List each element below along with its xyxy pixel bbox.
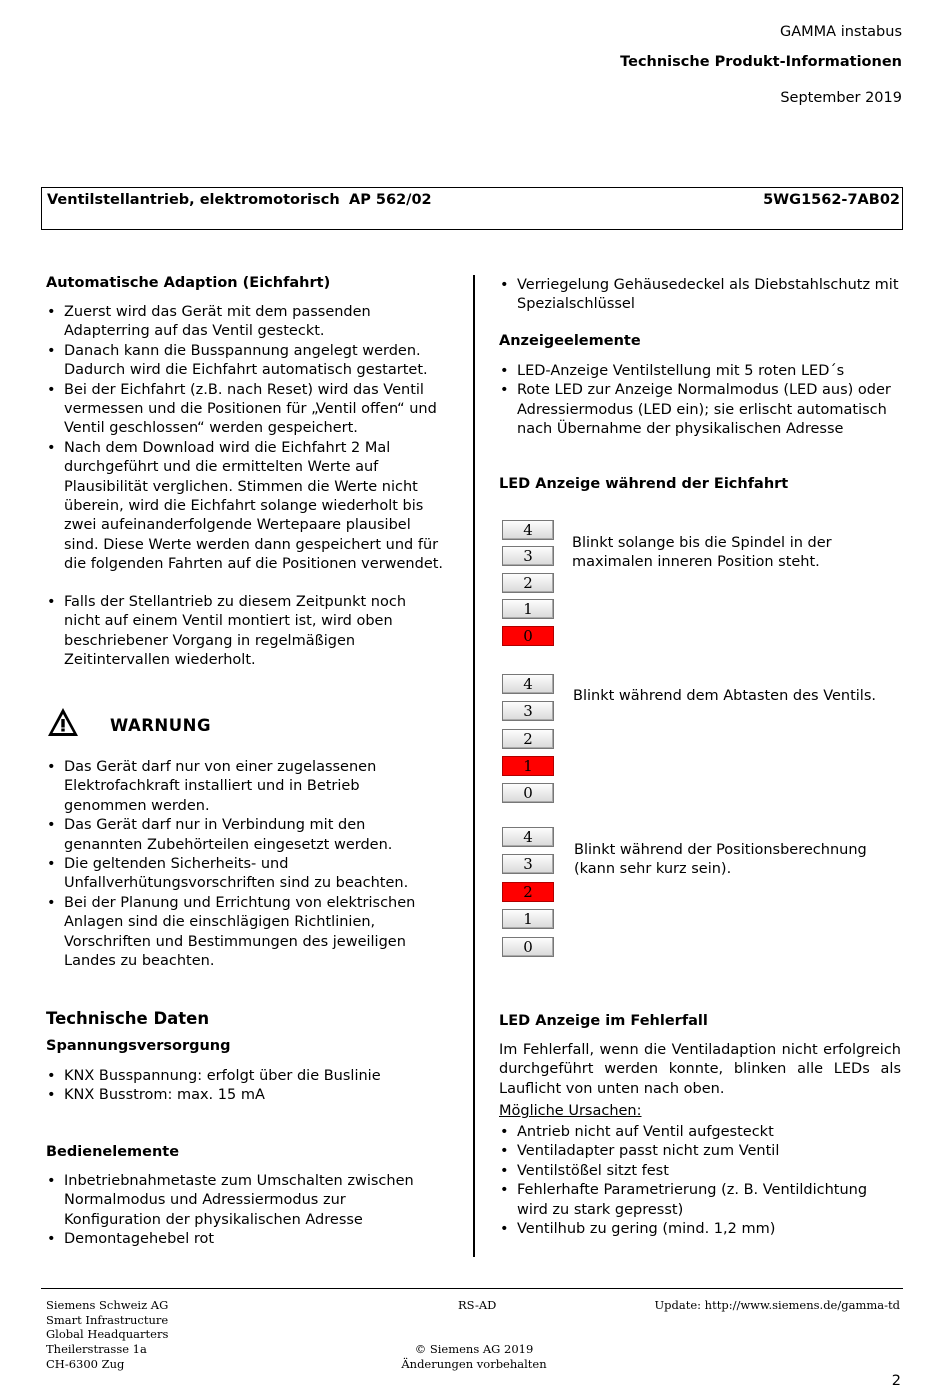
header-line-1: GAMMA instabus: [780, 24, 902, 40]
controls-list: [46, 1172, 446, 1250]
led-4: 4: [502, 674, 554, 694]
page-number: 2: [891, 1373, 901, 1389]
led-1: 1: [502, 599, 554, 619]
list-item: • Falls der Stellantrieb zu diesem Zeitpunkt noch nicht auf einem Ventil montiert ist, wird oben beschriebener Vorgang in regelmäßigen Zeitintervallen wiederholt.: [46, 593, 446, 671]
list-item: • Demontagehebel rot: [46, 1230, 446, 1249]
list-item: • Rote LED zur Anzeige Normalmodus (LED aus) oder Adressiermodus (LED ein); sie erlischt automatisch nach Übernahme der physikalischen Adresse: [499, 381, 899, 439]
list-item: • Ventilstößel sitzt fest: [499, 1162, 901, 1181]
order-number: 5WG1562-7AB02: [763, 192, 900, 208]
controls-heading: Bedienelemente: [46, 1144, 180, 1160]
led-0: 0: [502, 626, 554, 646]
footer-copyright-line: Änderungen vorbehalten: [401, 1356, 547, 1371]
header-date: September 2019: [780, 90, 902, 106]
error-text: Im Fehlerfall, wenn die Ventiladaption nicht erfolgreich durchgeführt werden konnte, blinken alle LEDs als Lauflicht von unten nach oben.: [499, 1042, 901, 1097]
footer-divider: [41, 1288, 903, 1289]
list-item: • Antrieb nicht auf Ventil aufgesteckt: [499, 1123, 901, 1142]
display-heading: Anzeigeelemente: [499, 333, 641, 349]
led-3-text: Blinkt während der Positionsberechnung (kann sehr kurz sein).: [574, 842, 867, 878]
led-1-text: Blinkt solange bis die Spindel in der maximalen inneren Position steht.: [572, 535, 832, 571]
led-2: 2: [502, 882, 554, 902]
warning-title: WARNUNG: [110, 716, 211, 735]
footer-update-link[interactable]: Update: http://www.siemens.de/gamma-td: [654, 1298, 900, 1312]
list-item: • KNX Busstrom: max. 15 mA: [46, 1086, 446, 1105]
led-2-text: Blinkt während dem Abtasten des Ventils.: [573, 688, 876, 704]
led-2: 2: [502, 729, 554, 749]
adaption-list: [46, 303, 446, 575]
product-title-box: [41, 187, 903, 230]
led-4: 4: [502, 827, 554, 847]
list-item: • Inbetriebnahmetaste zum Umschalten zwischen Normalmodus und Adressiermodus zur Konfiguration der physikalischen Adresse: [46, 1172, 446, 1230]
list-item: • Das Gerät darf nur in Verbindung mit den genannten Zubehörteilen eingesetzt werden.: [46, 816, 446, 855]
power-heading: Spannungsversorgung: [46, 1038, 231, 1054]
list-item: • Zuerst wird das Gerät mit dem passenden Adapterring auf das Ventil gesteckt.: [46, 303, 446, 342]
column-divider: [473, 275, 475, 1257]
adaption-heading: Automatische Adaption (Eichfahrt): [46, 275, 331, 291]
tech-data-heading: Technische Daten: [46, 1009, 210, 1028]
adaption-list-extra: [46, 593, 446, 671]
product-model: AP 562/02: [349, 192, 432, 208]
causes-list: [499, 1123, 901, 1239]
led-4: 4: [502, 520, 554, 540]
footer-department: RS-AD: [458, 1298, 497, 1312]
led-3: 3: [502, 854, 554, 874]
footer-address: [46, 1298, 168, 1372]
footer-copyright-line: © Siemens AG 2019: [414, 1342, 534, 1356]
led-2: 2: [502, 573, 554, 593]
display-list: [499, 362, 899, 440]
led-3: 3: [502, 701, 554, 721]
list-item: • Bei der Planung und Errichtung von elektrischen Anlagen sind die einschlägigen Richtlinien, Vorschriften und Bestimmungen des jeweiligen Landes zu beachten.: [46, 894, 446, 972]
product-name: Ventilstellantrieb, elektromotorisch: [47, 192, 340, 208]
led-0: 0: [502, 783, 554, 803]
causes-heading: Mögliche Ursachen:: [499, 1103, 642, 1119]
list-item: • Die geltenden Sicherheits- und Unfallverhütungsvorschriften sind zu beachten.: [46, 855, 446, 894]
list-item: • KNX Busspannung: erfolgt über die Buslinie: [46, 1067, 446, 1086]
warning-icon: [46, 706, 80, 738]
lock-list: [499, 276, 899, 315]
footer-copyright: [374, 1342, 574, 1371]
list-item: • Das Gerät darf nur von einer zugelassenen Elektrofachkraft installiert und in Betrieb genommen werden.: [46, 758, 446, 816]
footer-address-line: Smart Infrastructure: [46, 1312, 169, 1327]
footer-address-line: Theilerstrasse 1a: [46, 1342, 147, 1357]
list-item: • Nach dem Download wird die Eichfahrt 2 Mal durchgeführt und die ermittelten Werte auf Plausibilität verglichen. Stimmen die Werte nicht überein, wird die Eichfahrt solange wiederholt bis zwei aufeinanderfolgende Wertepaare plausibel sind. Diese Werte werden dann gespeichert und für die folgenden Fahrten auf die Positionen verwendet.: [46, 439, 446, 575]
power-list: [46, 1067, 446, 1106]
list-item: • Danach kann die Busspannung angelegt werden. Dadurch wird die Eichfahrt automatisch gestartet.: [46, 342, 446, 381]
header-line-2: Technische Produkt-Informationen: [620, 54, 902, 70]
list-item: • Ventiladapter passt nicht zum Ventil: [499, 1142, 901, 1161]
footer-address-line: CH-6300 Zug: [46, 1356, 125, 1371]
led-1: 1: [502, 756, 554, 776]
list-item: • Fehlerhafte Parametrierung (z. B. Ventildichtung wird zu stark gepresst): [499, 1181, 901, 1220]
error-heading: LED Anzeige im Fehlerfall: [499, 1013, 708, 1029]
warning-list: [46, 758, 446, 971]
led-0: 0: [502, 937, 554, 957]
led-3: 3: [502, 546, 554, 566]
list-item: • Ventilhub zu gering (mind. 1,2 mm): [499, 1220, 901, 1239]
led-1: 1: [502, 909, 554, 929]
list-item: • Bei der Eichfahrt (z.B. nach Reset) wird das Ventil vermessen und die Positionen für „Ventil offen“ und Ventil geschlossen“ werden gespeichert.: [46, 381, 446, 439]
led-heading: LED Anzeige während der Eichfahrt: [499, 476, 789, 492]
footer-address-line: Siemens Schweiz AG: [46, 1298, 169, 1312]
footer-address-line: Global Headquarters: [46, 1327, 169, 1342]
list-item: • LED-Anzeige Ventilstellung mit 5 roten LED´s: [499, 362, 899, 381]
list-item: • Verriegelung Gehäusedeckel als Diebstahlschutz mit Spezialschlüssel: [499, 276, 899, 315]
